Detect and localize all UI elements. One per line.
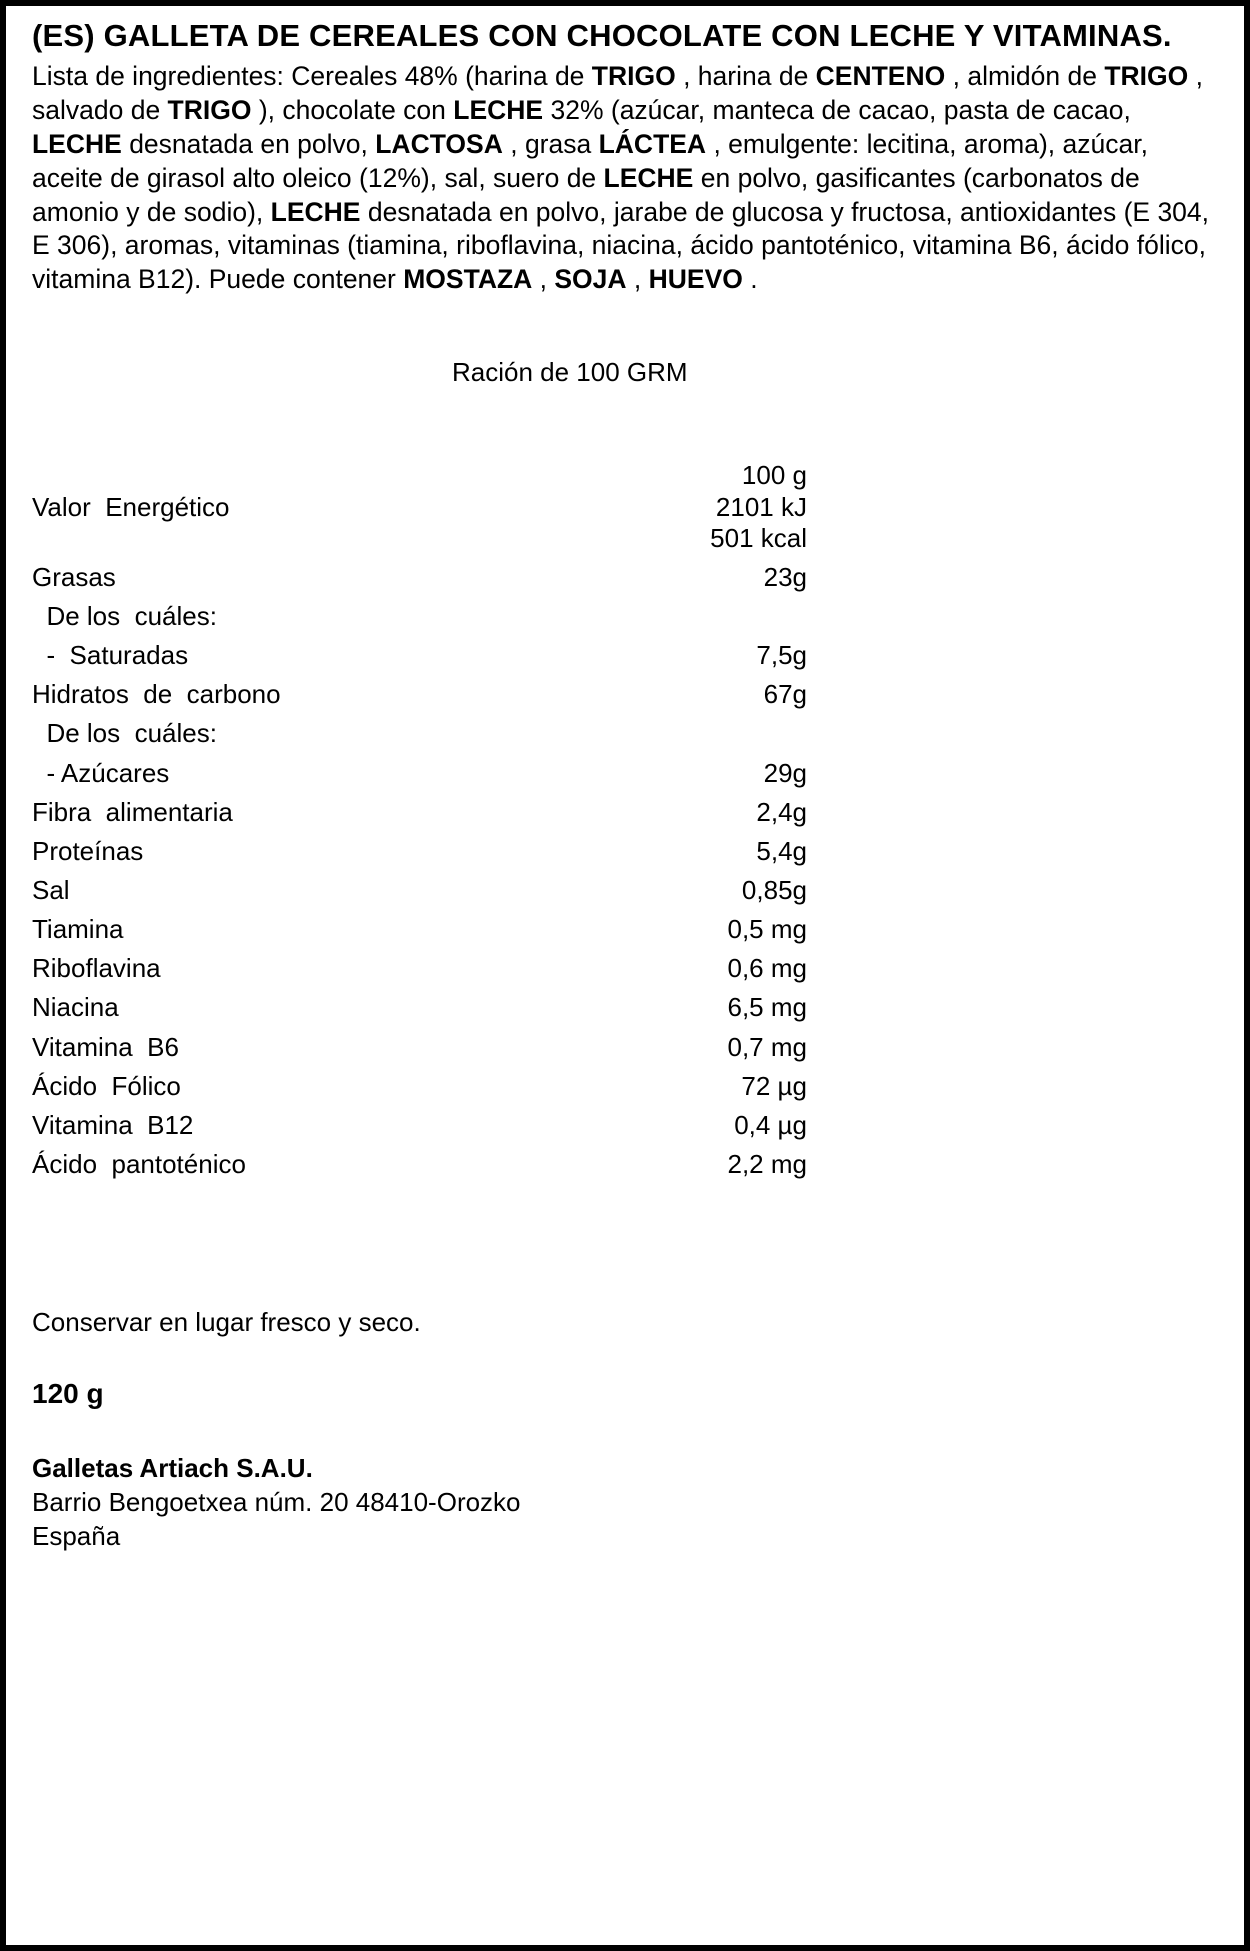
table-row xyxy=(32,983,807,1022)
nutrient-name: - Azúcares xyxy=(32,757,170,788)
table-row xyxy=(32,1140,807,1179)
nutrient-value: 2101 kJ xyxy=(715,492,807,523)
table-row xyxy=(32,749,807,788)
table-row xyxy=(32,905,807,944)
table-row xyxy=(32,492,807,522)
nutrition-table-wrapper xyxy=(32,460,1218,1179)
nutrition-table-body xyxy=(32,460,807,492)
table-row xyxy=(32,944,807,983)
nutrient-value: 2,4g xyxy=(756,796,807,827)
nutrient-value: 6,5 mg xyxy=(727,992,807,1023)
net-weight: 120 g xyxy=(32,1378,104,1410)
ingredients-list: Lista de ingredientes: Cereales 48% (harina de TRIGO , harina de CENTENO , almidón de TRIGO , salvado de TRIGO ), chocolate con LECHE 32% (azúcar, manteca de cacao, pasta de cacao, LECHE desnatada en polvo, LACTOSA , grasa LÁCTEA , emulgente: lecitina, aroma), azúcar, aceite de girasol alto oleico (12%), sal, suero de LECHE en polvo, gasificantes (carbonatos de amonio y de sodio), LECHE desnatada en polvo, jarabe de glucosa y fructosa, antioxidantes (E 304, E 306), aromas, vitaminas (tiamina, riboflavina, niacina, ácido pantoténico, vitamina B6, ácido fólico, vitamina B12). Puede contener MOSTAZA , SOJA , HUEVO . xyxy=(32,60,1210,295)
table-row xyxy=(32,592,807,631)
table-row xyxy=(32,1101,807,1140)
table-row xyxy=(32,631,807,670)
nutrient-name: Hidratos de carbono xyxy=(32,679,281,710)
table-row xyxy=(32,1023,807,1062)
nutrition-header-blank xyxy=(32,460,642,492)
nutrient-value: 5,4g xyxy=(756,835,807,866)
manufacturer-block xyxy=(32,1452,1218,1553)
nutrient-value xyxy=(642,592,807,631)
nutrient-name: Niacina xyxy=(32,992,119,1023)
nutrient-value: 7,5g xyxy=(756,640,807,671)
nutrient-name: Grasas xyxy=(32,561,116,592)
nutrient-value: 23g xyxy=(763,561,807,592)
manufacturer-address: Barrio Bengoetxea núm. 20 48410-Orozko xyxy=(32,1487,521,1518)
table-row xyxy=(32,523,807,553)
table-row xyxy=(32,709,807,748)
nutrient-name: Sal xyxy=(32,875,70,906)
nutrient-value: 2,2 mg xyxy=(727,1149,807,1180)
nutrient-value: 0,4 µg xyxy=(734,1109,807,1140)
table-row xyxy=(32,670,807,709)
nutrient-name: Fibra alimentaria xyxy=(32,796,233,827)
nutrient-value xyxy=(642,709,807,748)
table-row xyxy=(32,788,807,827)
nutrition-column-header: 100 g xyxy=(741,460,807,491)
table-row xyxy=(32,866,807,905)
nutrient-value: 501 kcal xyxy=(710,522,807,553)
nutrient-name: Vitamina B12 xyxy=(32,1109,194,1140)
nutrient-value: 0,7 mg xyxy=(727,1031,807,1062)
nutrient-name: De los cuáles: xyxy=(32,718,217,749)
nutrient-name: Proteínas xyxy=(32,835,144,866)
serving-size: Ración de 100 GRM xyxy=(452,357,688,388)
nutrient-name: Riboflavina xyxy=(32,953,161,984)
nutrient-value: 0,85g xyxy=(741,875,807,906)
manufacturer-country: España xyxy=(32,1520,121,1551)
nutrient-value: 72 µg xyxy=(741,1070,807,1101)
nutrient-value: 0,5 mg xyxy=(727,914,807,945)
nutrient-name: Ácido pantoténico xyxy=(32,1149,246,1180)
nutrient-name: Vitamina B6 xyxy=(32,1031,179,1062)
product-title: (ES) GALLETA DE CEREALES CON CHOCOLATE CON LECHE Y VITAMINAS. xyxy=(32,18,1172,53)
nutrition-table xyxy=(32,460,807,1179)
table-row xyxy=(32,1062,807,1101)
nutrient-name: De los cuáles: xyxy=(32,600,217,631)
nutrient-name xyxy=(32,523,642,553)
manufacturer-name: Galletas Artiach S.A.U. xyxy=(32,1453,313,1484)
table-row xyxy=(32,827,807,866)
nutrition-rows xyxy=(32,492,807,1179)
nutrient-value: 29g xyxy=(763,757,807,788)
nutrient-name: - Saturadas xyxy=(32,640,189,671)
storage-instructions: Conservar en lugar fresco y seco. xyxy=(32,1307,421,1338)
nutrient-name: Valor Energético xyxy=(32,492,230,523)
nutrient-name: Tiamina xyxy=(32,914,124,945)
table-row xyxy=(32,553,807,592)
nutrient-value: 67g xyxy=(763,679,807,710)
nutrient-name: Ácido Fólico xyxy=(32,1070,181,1101)
nutrient-value: 0,6 mg xyxy=(727,953,807,984)
table-row-header xyxy=(32,460,807,492)
